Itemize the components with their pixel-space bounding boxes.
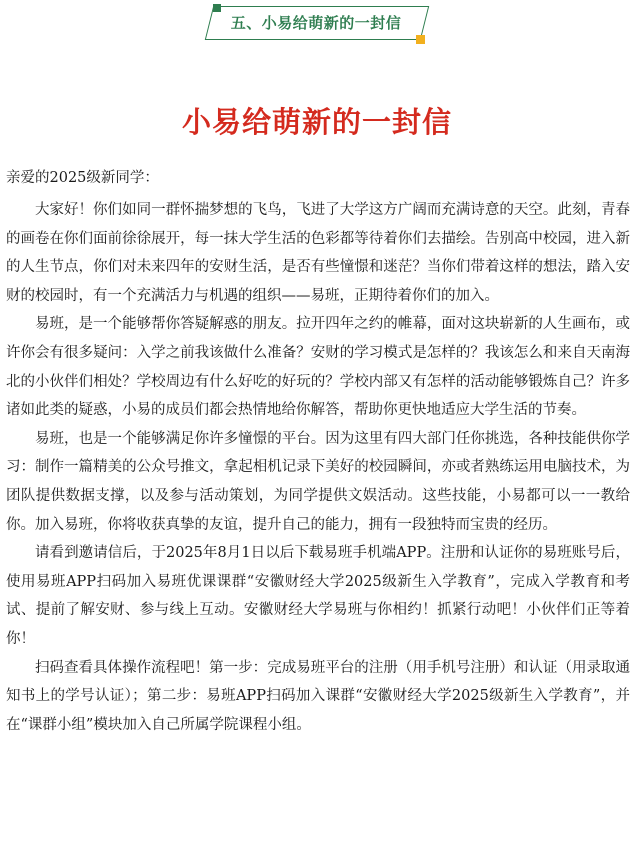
letter-body [6,196,630,739]
paragraph-invitation: 请看到邀请信后，于2025年8月1日以后下载易班手机端APP。注册和认证你的易班账号后，使用易班APP扫码加入易班优课课群“安徽财经大学2025级新生入学教育”，完成入学教育和考试、提前了解安财、参与线上互动。安徽财经大学易班与你相约！抓紧行动吧！小伙伴们正等着你！ [6,545,630,647]
paragraph-platform: 易班，也是一个能够满足你许多憧憬的平台。因为这里有四大部门任你挑选，各种技能供你学习：制作一篇精美的公众号推文，拿起相机记录下美好的校园瞬间，亦或者熟练运用电脑技术，为团队提供数据支撑，以及参与活动策划，为同学提供文娱活动。这些技能，小易都可以一一教给你。加入易班，你将收获真挚的友谊，提升自己的能力，拥有一段独特而宝贵的经历。 [6,430,630,533]
section-header-label: 五、小易给萌新的一封信 [230,14,402,32]
section-header-corner-yellow [416,35,425,44]
paragraph-steps: 扫码查看具体操作流程吧！第一步：完成易班平台的注册（用手机号注册）和认证（用录取通知书上的学号认证）；第二步：易班APP扫码加入课群“安徽财经大学2025级新生入学教育”，并在“课群小组”模块加入自己所属学院课程小组。 [6,659,630,733]
section-header-corner-green [213,4,221,12]
paragraph-greeting: 大家好！你们如同一群怀揣梦想的飞鸟，飞进了大学这方广阔而充满诗意的天空。此刻，青春的画卷在你们面前徐徐展开，每一抹大学生活的色彩都等待着你们去描绘。告别高中校园，进入新的人生节点，你们对未来四年的安财生活，是否有些憧憬和迷茫？当你们带着这样的想法，踏入安财的校园时，有一个充满活力与机遇的组织——易班，正期待着你们的加入。 [6,202,630,304]
section-header-tag [205,4,427,40]
letter-title: 小易给萌新的一封信 [181,105,452,139]
letter-salutation: 亲爱的2025级新同学： [6,170,159,186]
paragraph-friend: 易班，是一个能够帮你答疑解惑的朋友。拉开四年之约的帷幕，面对这块崭新的人生画布，或许你会有很多疑问：入学之前我该做什么准备？安财的学习模式是怎样的？我该怎么和来自天南海北的小伙伴们相处？学校周边有什么好吃的好玩的？学校内部又有怎样的活动能够锻炼自己？许多诸如此类的疑惑，小易的成员们都会热情地给你解答，帮助你更快地适应大学生活的节奏。 [6,316,630,419]
